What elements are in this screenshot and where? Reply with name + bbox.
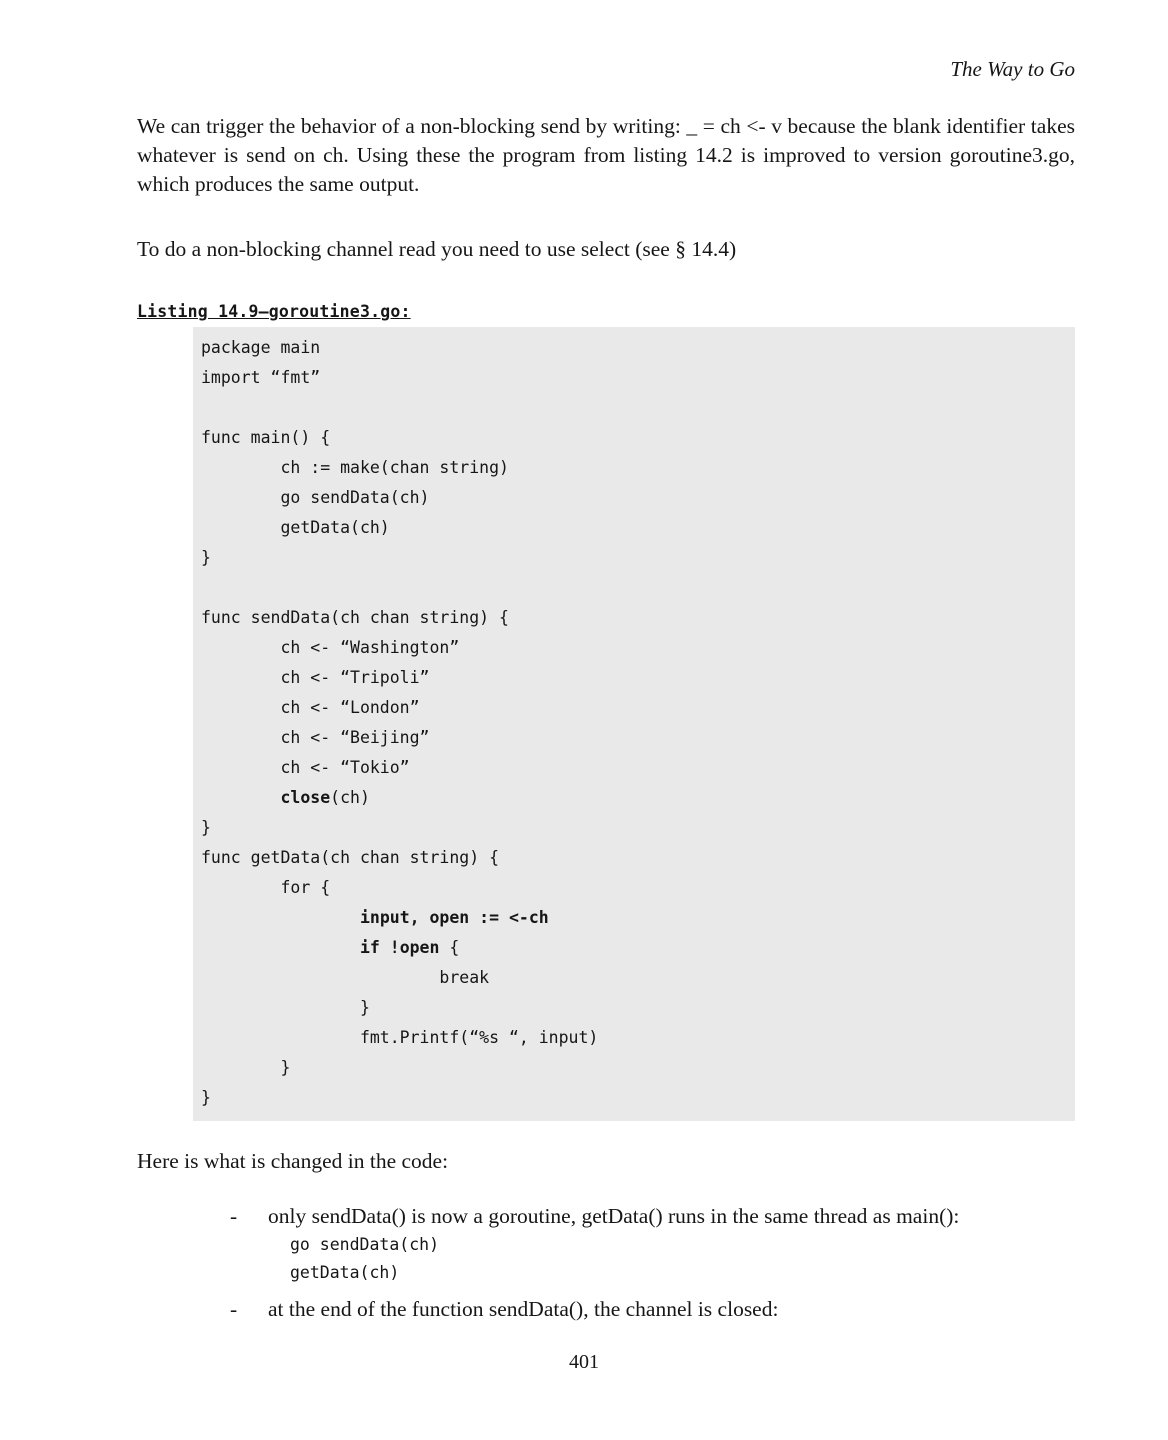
code-text: ch <- “Tripoli”	[201, 668, 430, 687]
running-head-title: The Way to Go	[950, 57, 1075, 81]
code-line	[201, 633, 1065, 663]
code-line	[201, 543, 1065, 573]
code-line	[201, 603, 1065, 633]
bullet-text: only sendData() is now a goroutine, getData() runs in the same thread as main():	[268, 1204, 960, 1228]
code-text: for {	[201, 878, 331, 897]
code-block	[193, 327, 1075, 1121]
code-line	[201, 813, 1065, 843]
code-text: }	[201, 548, 211, 567]
code-text: fmt.Printf(“%s “, input)	[201, 1028, 599, 1047]
code-line	[201, 1023, 1065, 1053]
code-text: go sendData(ch)	[201, 488, 430, 507]
changes-list	[137, 1202, 1075, 1324]
code-line	[201, 423, 1065, 453]
paragraph-nonblocking-read: To do a non-blocking channel read you need to use select (see § 14.4)	[137, 237, 737, 261]
bullet-marker: -	[230, 1297, 238, 1321]
bullet-code-line: getData(ch)	[290, 1263, 400, 1282]
code-text: package main	[201, 338, 321, 357]
code-line	[201, 573, 1065, 603]
code-text: func sendData(ch chan string) {	[201, 608, 509, 627]
code-text: ch <- “Tokio”	[201, 758, 410, 777]
code-line	[201, 483, 1065, 513]
bullet-marker: -	[230, 1204, 238, 1228]
code-line	[201, 783, 1065, 813]
code-bold-text: if !open	[359, 938, 440, 957]
code-text	[201, 788, 280, 807]
code-text: (ch)	[330, 788, 370, 807]
bullet-body	[268, 1202, 1075, 1287]
code-line	[201, 933, 1065, 963]
code-text	[201, 908, 360, 927]
paragraph-nonblocking-send: We can trigger the behavior of a non-blocking send by writing: _ = ch <- v because the blank identifier takes whatever is send on ch. Using these the program from listing 14.2 is improved to version goroutine3.go, which produces the same output.	[137, 114, 1075, 196]
code-text: ch <- “Washington”	[201, 638, 460, 657]
code-line	[201, 363, 1065, 393]
code-line	[201, 963, 1065, 993]
changes-intro: Here is what is changed in the code:	[137, 1149, 449, 1173]
code-line	[201, 903, 1065, 933]
code-bold-text: input, open := <-ch	[359, 908, 549, 927]
code-line	[201, 693, 1065, 723]
code-text	[201, 938, 360, 957]
code-text: {	[439, 938, 460, 957]
code-line	[201, 333, 1065, 363]
code-text: ch <- “Beijing”	[201, 728, 430, 747]
code-text: ch := make(chan string)	[201, 458, 509, 477]
bullet-body	[268, 1295, 1075, 1324]
bullet-item	[137, 1295, 1075, 1324]
code-line	[201, 1053, 1065, 1083]
code-text: break	[201, 968, 490, 987]
code-line	[201, 1083, 1065, 1113]
code-line	[201, 843, 1065, 873]
listing-label: Listing 14.9—goroutine3.go:	[137, 302, 411, 321]
code-line	[201, 513, 1065, 543]
code-text: }	[201, 1058, 291, 1077]
code-text: }	[201, 1088, 211, 1107]
bullet-item	[137, 1202, 1075, 1287]
code-text: ch <- “London”	[201, 698, 420, 717]
code-text: getData(ch)	[201, 518, 390, 537]
code-line	[201, 723, 1065, 753]
page-number: 401	[569, 1351, 599, 1373]
code-text: import “fmt”	[201, 368, 321, 387]
code-line	[201, 453, 1065, 483]
code-line	[201, 663, 1065, 693]
code-text: func getData(ch chan string) {	[201, 848, 500, 867]
code-line	[201, 993, 1065, 1023]
code-bold-text: close	[280, 788, 331, 807]
bullet-text: at the end of the function sendData(), the channel is closed:	[268, 1297, 779, 1321]
code-text: }	[201, 998, 370, 1017]
code-text: }	[201, 818, 211, 837]
page-content	[0, 56, 1168, 1324]
bullet-code-line: go sendData(ch)	[290, 1235, 440, 1254]
code-line	[201, 393, 1065, 423]
code-line	[201, 873, 1065, 903]
code-line	[201, 753, 1065, 783]
code-text: func main() {	[201, 428, 331, 447]
